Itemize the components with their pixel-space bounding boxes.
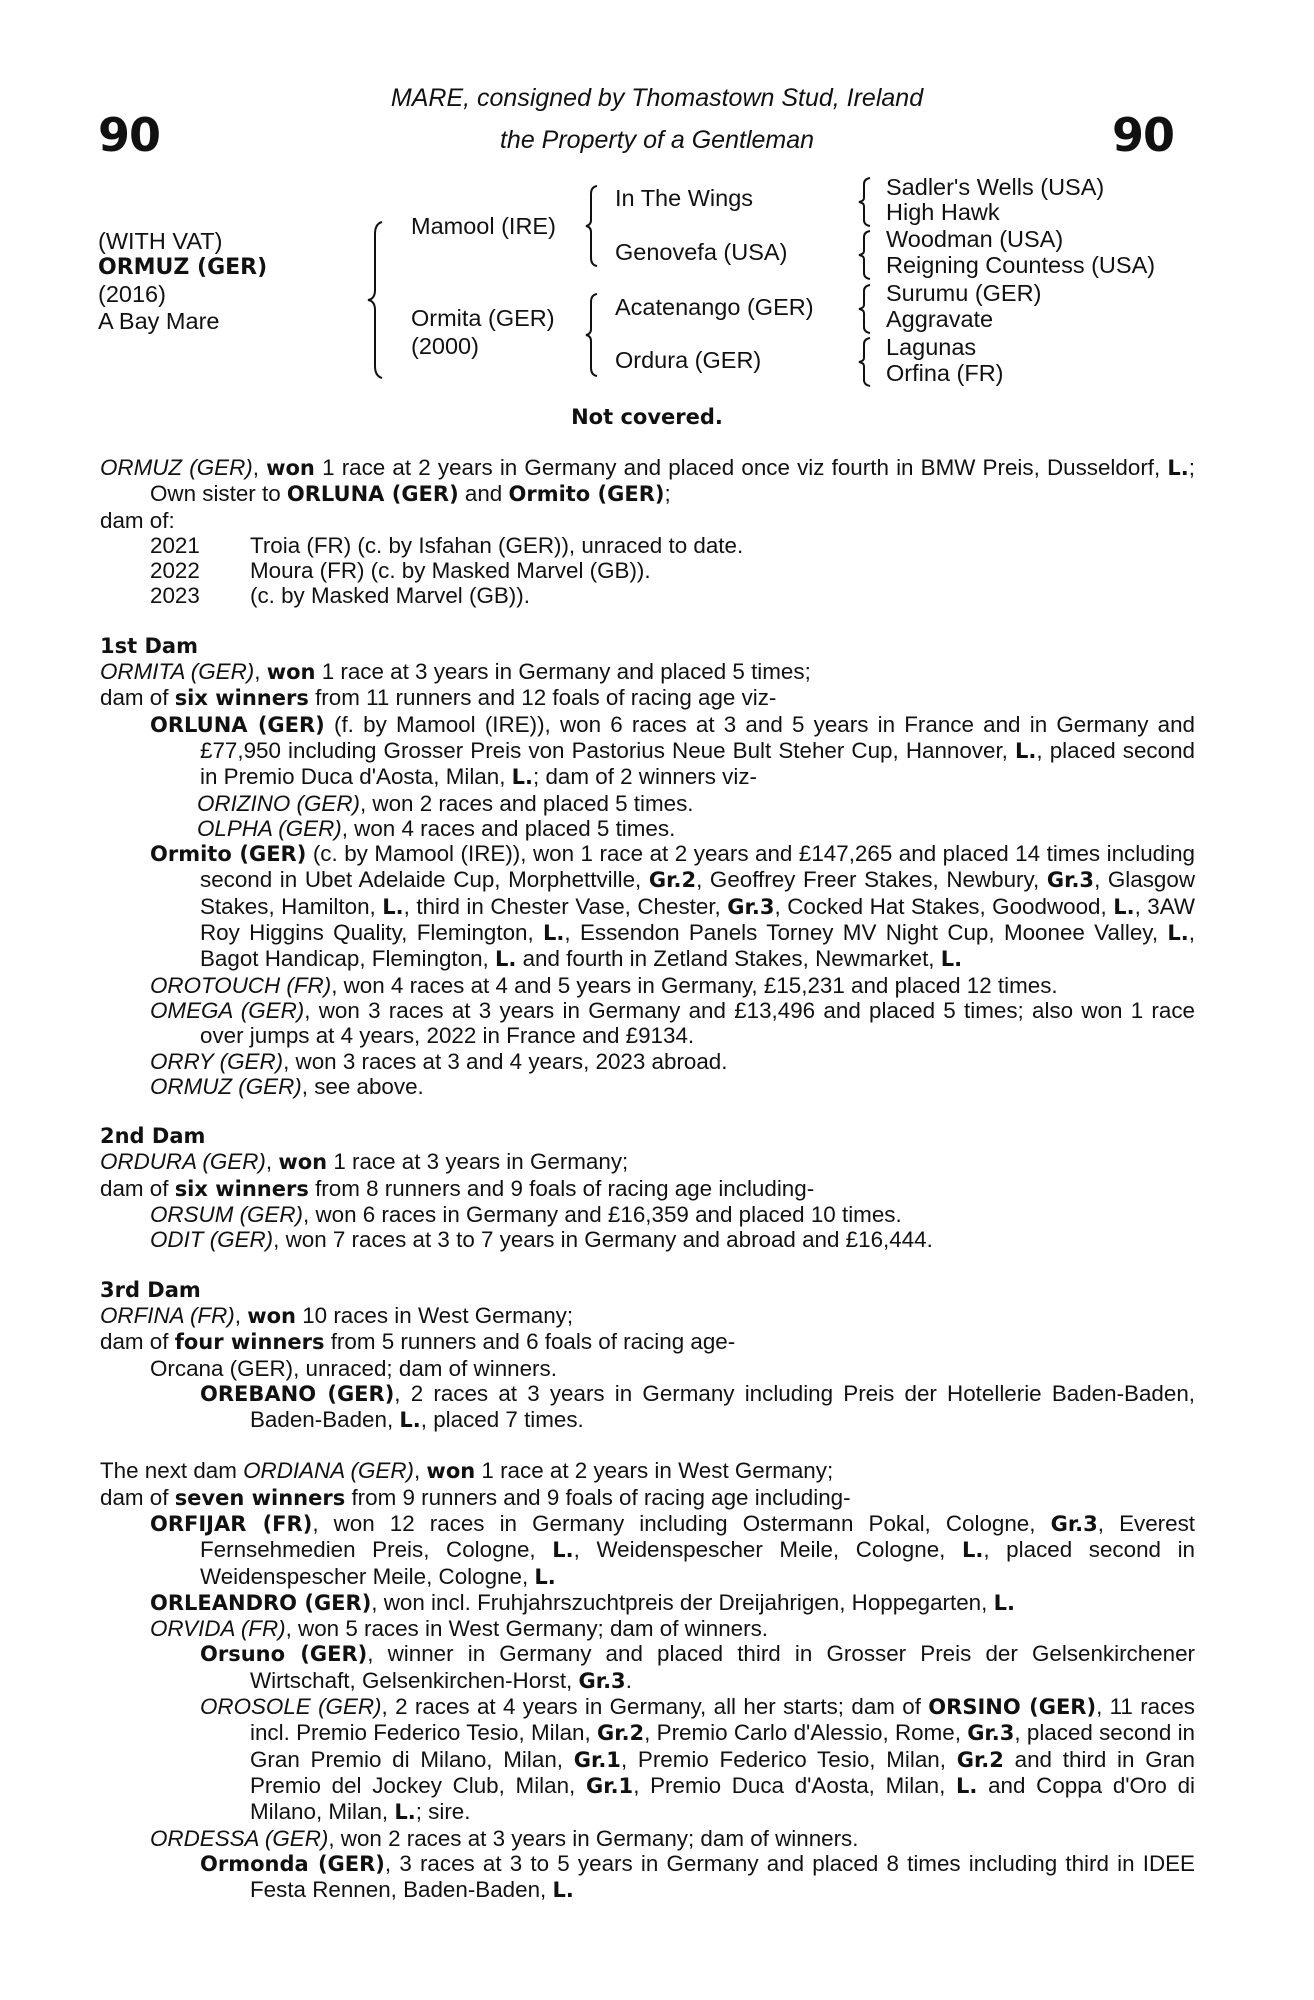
group-badge: Gr.3 — [578, 1668, 626, 1693]
text: , Bagot Handicap, Flemington, — [200, 920, 1195, 972]
horse-info — [98, 228, 267, 334]
group-badge: Gr.3 — [967, 1721, 1015, 1746]
foal-text: (c. by Masked Marvel (GB)). — [250, 583, 530, 609]
text: , won 6 races in Germany and £16,359 and placed 10 times. — [303, 1202, 902, 1228]
listed-badge: L. — [962, 1538, 984, 1563]
section-heading-1st-dam: 1st Dam — [100, 633, 198, 658]
progeny-name: OLPHA (GER) — [197, 815, 342, 841]
pedigree-sire: Mamool (IRE) — [411, 213, 556, 239]
text: ; Own sister to — [150, 455, 1195, 507]
group-badge: Gr.2 — [956, 1747, 1004, 1772]
progeny-entry — [100, 1074, 1195, 1099]
text: 1 race at 2 years in West Germany; — [475, 1458, 834, 1484]
progeny-entry — [100, 1826, 1195, 1851]
group-badge: Gr.2 — [648, 868, 697, 893]
pedigree-gen3-5: Surumu (GER) — [886, 280, 1042, 306]
progeny-name: ORVIDA (FR) — [150, 1616, 286, 1642]
progeny-name: ORDESSA (GER) — [150, 1825, 329, 1851]
text: , placed second in Gran Premio di Milano, Milan, — [250, 1720, 1195, 1772]
text: , won 2 races and placed 5 times. — [359, 790, 694, 816]
winners-count: four winners — [174, 1330, 325, 1355]
dam-produce-summary — [100, 685, 1195, 711]
progeny-entry — [100, 816, 1195, 841]
listed-badge: L. — [543, 921, 565, 946]
pedigree-gen3-7: Lagunas — [886, 334, 977, 360]
winners-count: six winners — [174, 1176, 309, 1201]
listed-badge: L. — [1167, 456, 1189, 480]
text: dam of — [100, 1329, 175, 1355]
pedigree-sire-sire: In The Wings — [615, 185, 754, 211]
text: , won 5 races in West Germany; dam of winners. — [285, 1616, 769, 1642]
text: , Cocked Hat Stakes, Goodwood, — [774, 893, 1114, 919]
text: , 2 races at 3 years in Germany including Preis der Hotellerie Baden-Baden, Baden-Baden, — [250, 1380, 1195, 1433]
progeny-entry: Orcana (GER), unraced; dam of winners. — [150, 1355, 557, 1381]
consignor-line: MARE, consigned by Thomastown Stud, Ireland — [390, 84, 924, 112]
group-badge: Gr.3 — [727, 894, 775, 919]
won-label: won — [266, 660, 316, 685]
progeny-entry — [100, 841, 1195, 972]
progeny-entry — [100, 1511, 1195, 1590]
text: , 11 races incl. Premio Federico Tesio, Milan, — [250, 1694, 1195, 1746]
text: , won 4 races and placed 5 times. — [341, 815, 676, 841]
vat-note: (WITH VAT) — [98, 228, 223, 254]
text: , Premio Federico Tesio, Milan, — [620, 1746, 957, 1772]
progeny-entry — [100, 1694, 1195, 1825]
foal-year: 2021 — [150, 532, 200, 558]
pedigree-brace-sire — [584, 184, 600, 268]
horse-description: A Bay Mare — [98, 307, 220, 334]
progeny-name: OREBANO (GER) — [200, 1381, 395, 1406]
listed-badge: L. — [1167, 921, 1189, 946]
pedigree-dam-dam: Ordura (GER) — [615, 347, 762, 373]
listed-badge: L. — [534, 1564, 556, 1589]
listed-badge: L. — [940, 947, 963, 972]
pedigree-gen3-1: Sadler's Wells (USA) — [886, 174, 1105, 200]
text: dam of — [100, 1175, 175, 1201]
listed-badge: L. — [511, 765, 534, 790]
text: , — [413, 1458, 427, 1484]
dam-record — [100, 1458, 1195, 1484]
text: from 5 runners and 6 foals of racing age- — [324, 1329, 736, 1355]
text: , see above. — [301, 1073, 424, 1099]
text: dam of — [100, 1484, 175, 1510]
text: , 3 races at 3 to 5 years in Germany and placed 8 times including third in IDEE Festa Rennen, Baden-Baden, — [250, 1850, 1195, 1903]
text: 10 races in West Germany; — [295, 1302, 574, 1328]
text: 1 race at 2 years in Germany and placed once viz fourth in BMW Preis, Dusseldorf, — [314, 455, 1168, 480]
pedigree-brace-g3-4 — [857, 336, 873, 388]
section-heading-2nd-dam: 2nd Dam — [100, 1124, 206, 1149]
listed-badge: L. — [993, 1590, 1015, 1615]
pedigree-gen3-2: High Hawk — [886, 199, 1000, 225]
progeny-name: Orsuno (GER) — [200, 1642, 368, 1667]
text: , winner in Germany and placed third in Grosser Preis der Gelsenkirchener Wirtschaft, Gelsenkirchen-Horst, — [250, 1641, 1195, 1693]
dam-record: ORDURA (GER), won 1 race at 3 years in Germany; — [100, 1149, 629, 1175]
progeny-entry — [100, 1590, 1195, 1616]
text: . — [625, 1667, 632, 1693]
progeny-name: Ormito (GER) — [150, 842, 307, 867]
property-line: the Property of a Gentleman — [499, 126, 815, 154]
progeny-entry — [100, 1616, 1195, 1641]
progeny-name: Ormonda (GER) — [200, 1851, 385, 1876]
pedigree-gen3-3: Woodman (USA) — [886, 226, 1064, 252]
text: , placed second in Premio Duca d'Aosta, Milan, — [200, 737, 1195, 790]
catalogue-body — [100, 455, 1195, 1903]
text: , Weidenspescher Meile, Cologne, — [573, 1537, 962, 1563]
group-badge: Gr.1 — [573, 1747, 621, 1772]
foal-text: Moura (FR) (c. by Masked Marvel (GB)). — [250, 558, 651, 584]
dam-name: ORDURA (GER) — [100, 1149, 266, 1175]
text: , placed 7 times. — [420, 1407, 584, 1433]
listed-badge: L. — [399, 1408, 421, 1433]
dam-of-label: dam of: — [100, 507, 175, 533]
text: , third in Chester Vase, Chester, — [403, 893, 728, 919]
pedigree-gen3-8: Orfina (FR) — [886, 360, 1004, 386]
pedigree-dam-year: (2000) — [411, 333, 479, 359]
text: , 2 races at 4 years in Germany, all her starts; dam of — [381, 1694, 929, 1720]
won-label: won — [247, 1303, 296, 1328]
group-badge: Gr.2 — [596, 1721, 645, 1746]
pedigree-brace-g3-3 — [857, 283, 873, 335]
text: ; — [664, 481, 671, 507]
progeny-entry — [100, 1227, 1195, 1252]
foal-row — [100, 583, 1195, 608]
foal-row — [100, 533, 1195, 558]
text: and third in Gran Premio del Jockey Club, Milan, — [250, 1746, 1195, 1798]
text: , Premio Carlo d'Alessio, Rome, — [644, 1720, 968, 1746]
listed-badge: L. — [494, 947, 517, 972]
winners-count: six winners — [174, 686, 309, 711]
text: , 3AW Roy Higgins Quality, Flemington, — [200, 893, 1195, 946]
dam-name: ORMITA (GER) — [100, 659, 255, 685]
horse-year: (2016) — [98, 281, 166, 307]
intro-paragraph: ORMUZ (GER), won 1 race at 2 years in Germany and placed once viz fourth in BMW Preis, Dusseldorf, L.; Own sister to ORLUNA (GER) and Ormito (GER); — [100, 455, 1195, 507]
text: , won 3 races at 3 and 4 years, 2023 abroad. — [283, 1048, 728, 1074]
listed-badge: L. — [552, 1878, 574, 1903]
dam-name: ORFINA (FR) — [100, 1302, 235, 1328]
text: , Premio Duca d'Aosta, Milan, — [633, 1772, 957, 1798]
text: 1 race at 3 years in Germany and placed 5 times; — [315, 659, 811, 685]
pedigree-gen3-4: Reigning Countess (USA) — [886, 252, 1156, 278]
text: and fourth in Zetland Stakes, Newmarket, — [516, 946, 941, 972]
progeny-entry — [100, 998, 1195, 1049]
progeny-name: ORSINO (GER) — [928, 1695, 1097, 1720]
foal-row — [100, 558, 1195, 583]
sibling-name: Ormito (GER) — [508, 482, 665, 507]
pedigree-dam: Ormita (GER) — [411, 305, 555, 331]
progeny-name: ORLUNA (GER) — [150, 712, 325, 737]
group-badge: Gr.3 — [1050, 1511, 1098, 1536]
foal-text: Troia (FR) (c. by Isfahan (GER)), unraced to date. — [250, 532, 744, 558]
group-badge: Gr.1 — [585, 1773, 634, 1798]
pedigree-gen3-6: Aggravate — [886, 306, 994, 332]
lot-number-right: 90 — [1112, 108, 1175, 162]
text: , Geoffrey Freer Stakes, Newbury, — [696, 867, 1047, 893]
text: , Everest Fernsehmedien Preis, Cologne, — [200, 1510, 1195, 1563]
won-label: won — [266, 456, 315, 480]
dam-produce-summary — [100, 1329, 1195, 1355]
progeny-entry — [100, 1641, 1195, 1694]
section-heading-3rd-dam: 3rd Dam — [100, 1277, 201, 1302]
listed-badge: L. — [552, 1538, 574, 1563]
listed-badge: L. — [1015, 738, 1037, 763]
text: , Essendon Panels Torney MV Night Cup, Moonee Valley, — [564, 920, 1168, 946]
progeny-name: OMEGA (GER) — [150, 997, 305, 1023]
pedigree-brace-main — [366, 220, 386, 380]
winners-count: seven winners — [174, 1485, 346, 1510]
text: 1 race at 3 years in Germany; — [327, 1149, 629, 1175]
horse-name: ORMUZ (GER) — [98, 254, 268, 280]
progeny-entry — [100, 791, 1195, 816]
dam-produce-summary — [100, 1485, 1195, 1511]
pedigree-brace-dam — [584, 292, 600, 378]
progeny-name: ORRY (GER) — [150, 1048, 284, 1074]
pedigree-sire-dam: Genovefa (USA) — [615, 239, 788, 265]
text: ; sire. — [415, 1799, 471, 1825]
progeny-entry — [100, 1851, 1195, 1904]
won-label: won — [278, 1150, 328, 1175]
progeny-name: OROSOLE (GER) — [200, 1694, 382, 1720]
horse-name-ref: ORMUZ (GER) — [100, 455, 253, 480]
listed-badge: L. — [1113, 894, 1135, 919]
progeny-name: ORFIJAR (FR) — [150, 1511, 313, 1536]
text: , placed second in Weidenspescher Meile, Cologne, — [200, 1537, 1196, 1589]
pedigree-brace-g3-1 — [857, 176, 873, 228]
text: from 9 runners and 9 foals of racing age including- — [345, 1484, 851, 1510]
text: , won 2 races at 3 years in Germany; dam of winners. — [328, 1825, 859, 1851]
listed-badge: L. — [394, 1800, 416, 1825]
progeny-entry — [100, 1049, 1195, 1074]
pedigree-dam-sire: Acatenango (GER) — [615, 294, 814, 320]
listed-badge: L. — [382, 894, 404, 919]
dam-produce-summary — [100, 1176, 1195, 1202]
text: (c. by Mamool (IRE)), won 1 race at 2 years and £147,265 and placed 14 times including second in Ubet Adelaide Cup, Morphettville, — [200, 841, 1195, 893]
text: from 8 runners and 9 foals of racing age including- — [308, 1175, 815, 1201]
sibling-name: ORLUNA (GER) — [286, 482, 459, 507]
progeny-name: OROTOUCH (FR) — [150, 972, 332, 998]
foal-year: 2022 — [150, 558, 200, 584]
covering-status: Not covered. — [571, 405, 723, 429]
text: The next dam — [100, 1458, 244, 1484]
text: and Coppa d'Oro di Milano, Milan, — [250, 1772, 1196, 1825]
text: , Glasgow Stakes, Hamilton, — [200, 867, 1195, 919]
text: , won 3 races at 3 years in Germany and £13,496 and placed 5 times; also won 1 race over jumps at 4 years, 2022 in France and £9134. — [200, 997, 1195, 1049]
progeny-name: ODIT (GER) — [150, 1227, 274, 1253]
pedigree-brace-g3-2 — [857, 229, 873, 281]
progeny-name: ORMUZ (GER) — [150, 1073, 302, 1099]
won-label: won — [426, 1459, 476, 1484]
text: , won 7 races at 3 to 7 years in Germany and abroad and £16,444. — [273, 1227, 933, 1253]
lot-number-left: 90 — [98, 108, 161, 162]
progeny-name: ORLEANDRO (GER) — [150, 1590, 372, 1615]
text: and — [458, 481, 509, 507]
progeny-entry — [100, 1202, 1195, 1227]
text: (f. by Mamool (IRE)), won 6 races at 3 and 5 years in France and in Germany and £77,950 including Grosser Preis von Pastorius Neue Bult Steher Cup, Hannover, — [200, 711, 1196, 763]
progeny-entry — [100, 712, 1195, 791]
text: ; dam of 2 winners viz- — [533, 764, 757, 790]
progeny-name: ORIZINO (GER) — [197, 790, 360, 816]
dam-name: ORDIANA (GER) — [243, 1458, 414, 1484]
text: , won incl. Fruhjahrszuchtpreis der Dreijahrigen, Hoppegarten, — [371, 1589, 994, 1615]
text: from 11 runners and 12 foals of racing age viz- — [308, 685, 777, 711]
progeny-name: ORSUM (GER) — [150, 1202, 303, 1228]
text: dam of — [100, 685, 175, 711]
progeny-entry — [100, 1381, 1195, 1434]
foal-year: 2023 — [150, 583, 200, 609]
listed-badge: L. — [956, 1773, 978, 1798]
text: , won 12 races in Germany including Ostermann Pokal, Cologne, — [312, 1510, 1051, 1536]
text: , won 4 races at 4 and 5 years in Germany, £15,231 and placed 12 times. — [331, 972, 1058, 998]
group-badge: Gr.3 — [1046, 868, 1095, 893]
progeny-entry — [100, 973, 1195, 998]
dam-record: ORMITA (GER), won 1 race at 3 years in Germany and placed 5 times; — [100, 659, 811, 685]
dam-record: ORFINA (FR), won 10 races in West Germany; — [100, 1302, 574, 1328]
